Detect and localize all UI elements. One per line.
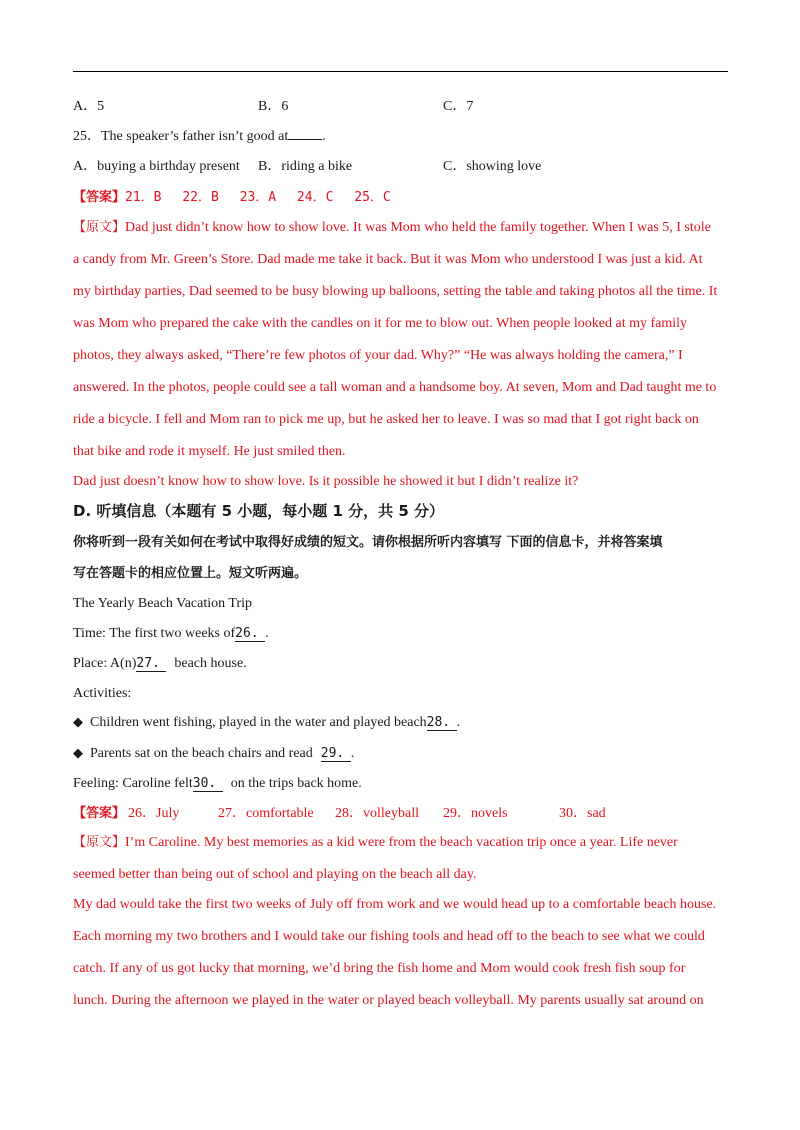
q25-question: 25．The speaker’s father isn’t good at . <box>73 129 326 144</box>
q24-option-c: C．7 <box>443 99 474 114</box>
transcript-1-line-7: ride a bicycle. I fell and Mom ran to pick me up, but he asked her to leave. I was so mad that I got right back on <box>73 412 699 427</box>
q24-option-b: B．6 <box>258 99 289 114</box>
card-activity-2: ◆ Parents sat on the beach chairs and read 29. . <box>73 746 355 761</box>
diamond-bullet-icon: ◆ <box>73 715 83 730</box>
card-place: Place: A(n)27. beach house. <box>73 656 247 671</box>
transcript-2-line-3: My dad would take the first two weeks of July off from work and we would head up to a comfortable beach house. <box>73 897 717 912</box>
answer-label: 【答案】 <box>73 190 126 205</box>
transcript-1-line-9: Dad just doesn’t know how to show love. Is it possible he showed it but I didn’t realize it? <box>73 474 579 489</box>
q25-blank <box>288 139 322 140</box>
transcript-2-line-6: lunch. During the afternoon we played in the water or played beach volleyball. My parents usually sat around on <box>73 993 704 1008</box>
transcript-label: 【原文】 <box>73 835 126 850</box>
answer-28: 28．volleyball <box>335 806 419 821</box>
q25-option-b: B．riding a bike <box>258 159 353 174</box>
answer-label: 【答案】 <box>73 806 126 821</box>
q25-options <box>73 158 733 176</box>
blank-26[interactable]: 26. <box>235 627 265 642</box>
card-feeling: Feeling: Caroline felt30. on the trips back home. <box>73 776 362 791</box>
blank-28[interactable]: 28. <box>427 716 457 731</box>
q25-option-a: A．buying a birthday present <box>73 159 240 174</box>
answer-key-2 <box>73 805 733 823</box>
answer-30: 30．sad <box>559 806 606 821</box>
transcript-2-line-1: 【原文】I’m Caroline. My best memories as a kid were from the beach vacation trip once a year. Life never <box>73 835 678 850</box>
blank-27[interactable]: 27. <box>136 657 166 672</box>
diamond-bullet-icon: ◆ <box>73 746 83 761</box>
answer-key-1 <box>73 189 391 207</box>
transcript-1-line-4: was Mom who prepared the cake with the candles on it for me to blow out. When people looked at my family <box>73 316 688 331</box>
transcript-2-line-2: seemed better than being out of school and playing on the beach all day. <box>73 867 477 882</box>
blank-30[interactable]: 30. <box>193 777 223 792</box>
transcript-1-line-2: a candy from Mr. Green’s Store. Dad made me take it back. But it was Mom who understood I was just a kid. At <box>73 252 703 267</box>
card-title: The Yearly Beach Vacation Trip <box>73 596 252 611</box>
answer-27: 27．comfortable <box>218 806 314 821</box>
transcript-1-line-3: my birthday parties, Dad seemed to be busy blowing up balloons, setting the table and taking photos all the time. It <box>73 284 718 299</box>
section-d-instruction-1: 你将听到一段有关如何在考试中取得好成绩的短文。请你根据所听内容填写 下面的信息卡，并将答案填 <box>73 535 663 550</box>
section-d-heading: D. 听填信息（本题有 5 小题，每小题 1 分，共 5 分） <box>73 502 445 520</box>
transcript-2-line-5: catch. If any of us got lucky that morning, we’d bring the fish home and Mom would cook fresh fish soup for <box>73 961 686 976</box>
transcript-1-line-8: that bike and rode it myself. He just smiled then. <box>73 444 346 459</box>
blank-29[interactable]: 29. <box>321 747 351 762</box>
transcript-2-line-4: Each morning my two brothers and I would take our fishing tools and head off to the beach to see what we could <box>73 929 705 944</box>
section-d-instruction-2: 写在答题卡的相应位置上。短文听两遍。 <box>73 566 308 581</box>
transcript-1-line-6: answered. In the photos, people could see a tall woman and a handsome boy. At seven, Mom and Dad taught me to <box>73 380 717 395</box>
header-rule <box>73 71 728 72</box>
transcript-1-line-5: photos, they always asked, “There’re few photos of your dad. Why?” “He was always holding the camera,” I <box>73 348 683 363</box>
q24-option-a: A．5 <box>73 99 105 114</box>
card-activities-label: Activities: <box>73 686 132 701</box>
transcript-label: 【原文】 <box>73 220 126 235</box>
answer-26: 26．July <box>128 806 180 821</box>
card-time: Time: The first two weeks of26. . <box>73 626 269 641</box>
transcript-1-line-1: 【原文】Dad just didn’t know how to show love. It was Mom who held the family together. When I was 5, I stole <box>73 220 711 235</box>
q25-option-c: C．showing love <box>443 159 542 174</box>
answer-text: 21．B 22．B 23．A 24．C 25．C <box>125 190 391 205</box>
answer-29: 29．novels <box>443 806 508 821</box>
card-activity-1: ◆ Children went fishing, played in the water and played beach28. . <box>73 715 461 730</box>
q24-options <box>73 98 733 116</box>
